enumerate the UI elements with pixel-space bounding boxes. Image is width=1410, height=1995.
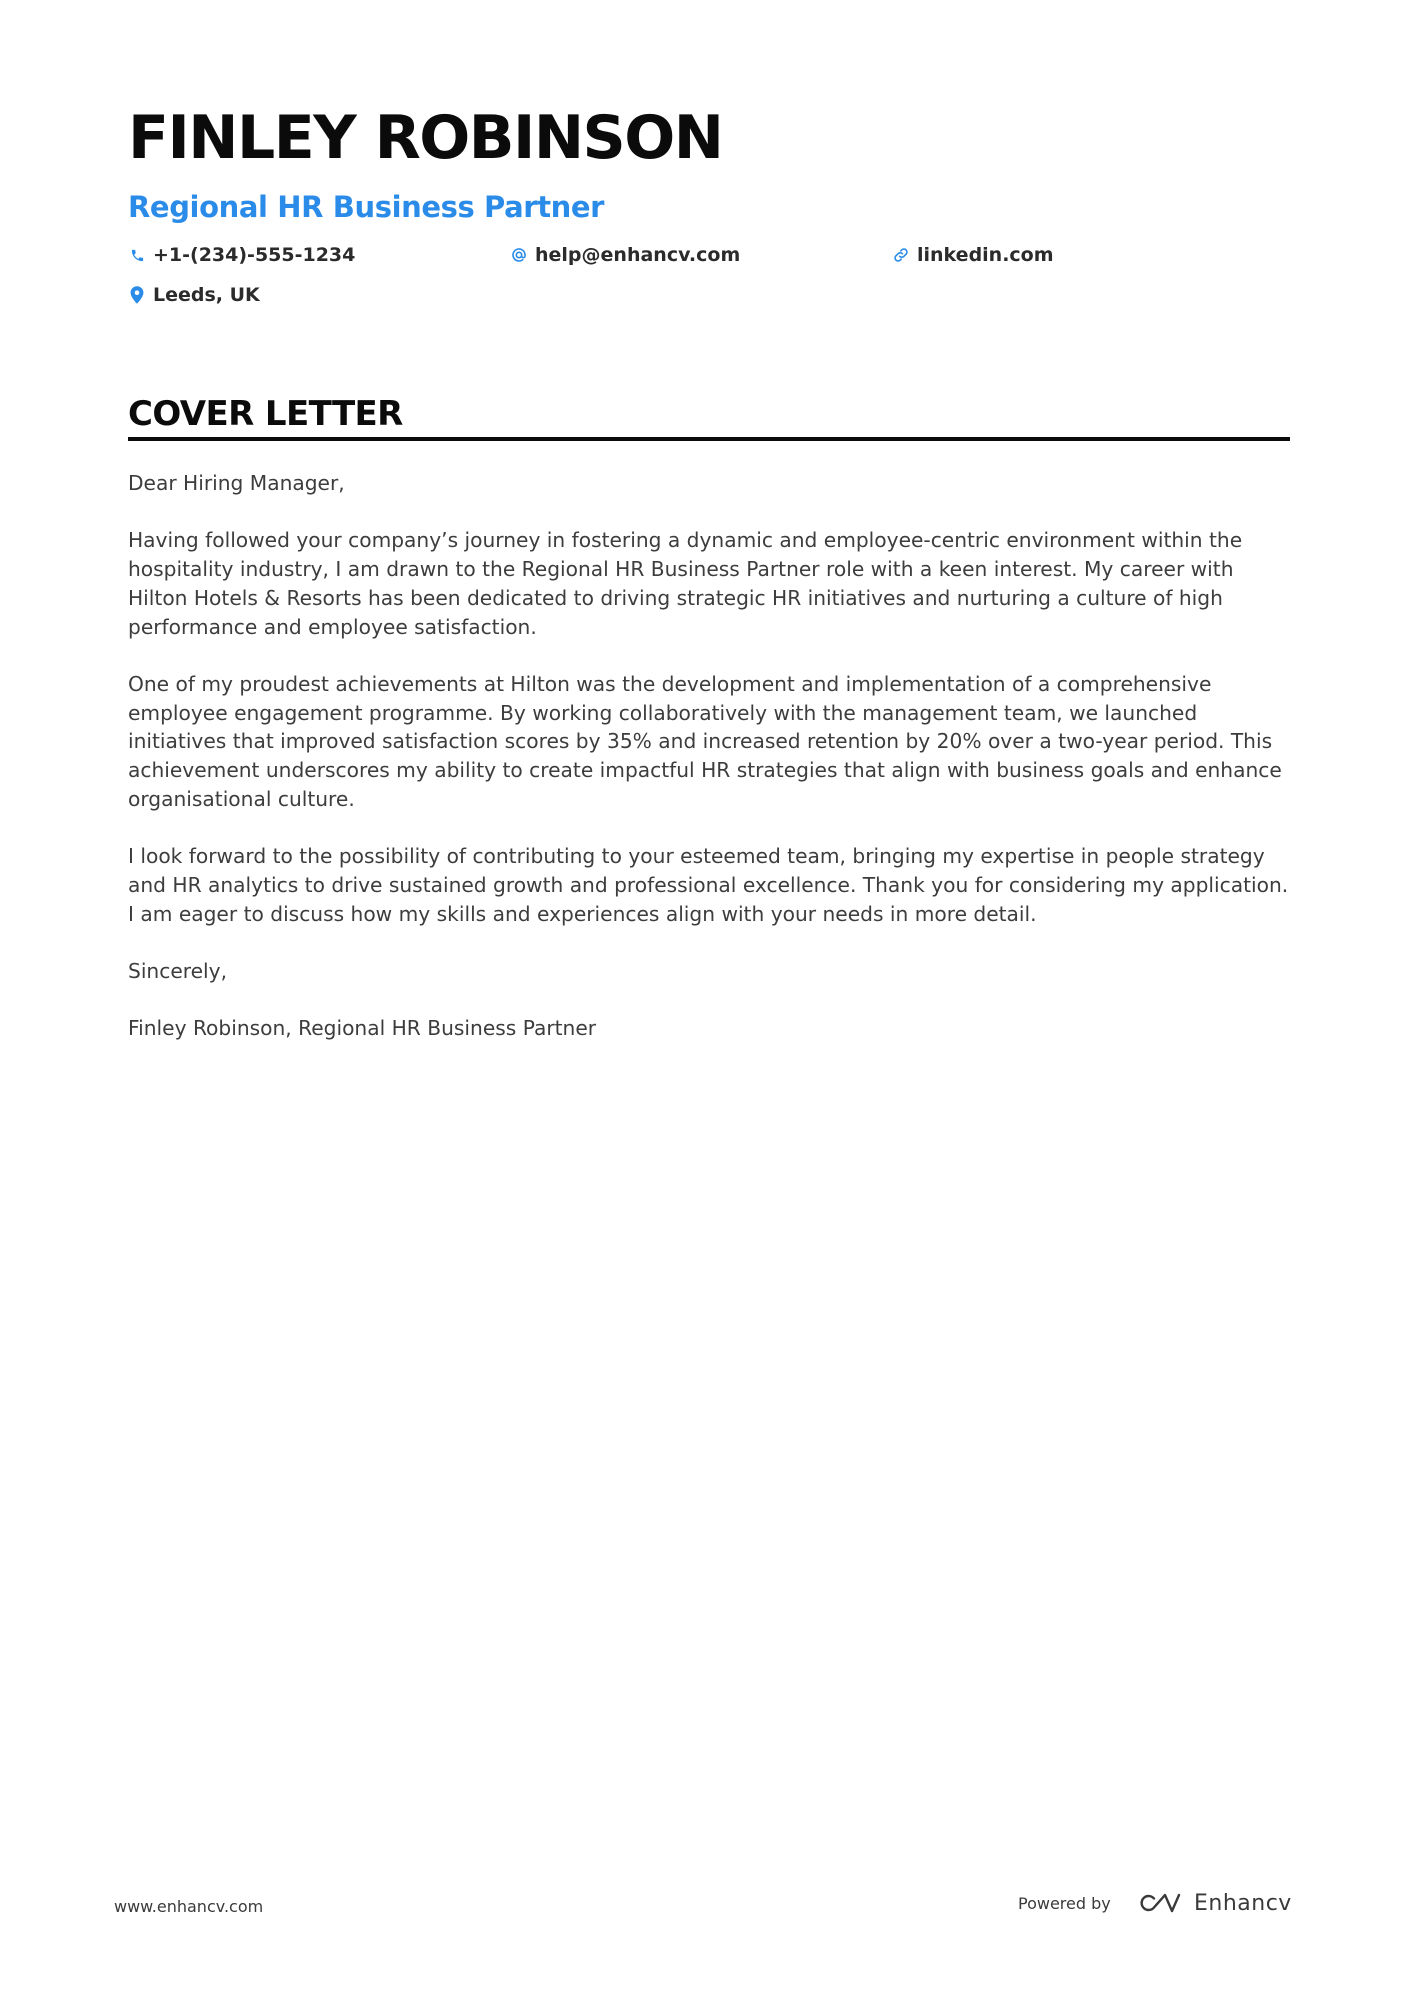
- phone-icon: [128, 244, 146, 266]
- contact-phone-text: +1-(234)-555-1234: [153, 244, 356, 266]
- letter-greeting: Dear Hiring Manager,: [128, 471, 345, 495]
- brand-name: Enhancv: [1194, 1890, 1292, 1916]
- link-icon: [892, 244, 910, 266]
- letter-paragraph: Having followed your company’s journey in fostering a dynamic and employee-centric environment within the hospitality industry, I am drawn to the Regional HR Business Partner role with a keen interest. My career with Hilton Hotels & Resorts has been dedicated to driving strategic HR initiatives and nurturing a culture of high performance and employee satisfaction.: [128, 528, 1243, 639]
- letter-body: [128, 469, 1293, 1072]
- candidate-role: Regional HR Business Partner: [128, 190, 605, 224]
- contact-linkedin[interactable]: [892, 242, 1054, 268]
- location-pin-icon: [128, 284, 146, 306]
- footer-website-link[interactable]: www.enhancv.com: [114, 1897, 264, 1916]
- footer-powered-by: Powered by: [1018, 1894, 1111, 1913]
- letter-closing: Sincerely,: [128, 958, 227, 983]
- letter-signature: Finley Robinson, Regional HR Business Partner: [128, 1016, 597, 1041]
- enhancv-logo-icon: [1138, 1890, 1184, 1916]
- contact-location-text: Leeds, UK: [153, 284, 260, 306]
- contact-email-text: help@enhancv.com: [535, 244, 741, 266]
- at-icon: [510, 244, 528, 266]
- letter-paragraph: One of my proudest achievements at Hilton was the development and implementation of a comprehensive employee engagement programme. By working collaboratively with the management team, we launched initiatives that improved satisfaction scores by 35% and increased retention by 20% over a two-year period. This achievement underscores my ability to create impactful HR strategies that align with business goals and enhance organisational culture.: [128, 671, 1282, 811]
- contact-linkedin-text: linkedin.com: [917, 244, 1054, 266]
- section-divider: [128, 437, 1290, 441]
- footer-brand[interactable]: [1138, 1887, 1292, 1919]
- letter-paragraph: I look forward to the possibility of contributing to your esteemed team, bringing my expertise in people strategy and HR analytics to drive sustained growth and professional excellence. Thank you for considering my application. I am eager to discuss how my skills and experiences align with your needs in more detail.: [128, 844, 1289, 926]
- contact-email[interactable]: [510, 242, 740, 268]
- contact-phone[interactable]: [128, 242, 355, 268]
- section-title: COVER LETTER: [128, 394, 403, 434]
- contact-location: [128, 282, 260, 308]
- candidate-name: FINLEY ROBINSON: [128, 103, 723, 173]
